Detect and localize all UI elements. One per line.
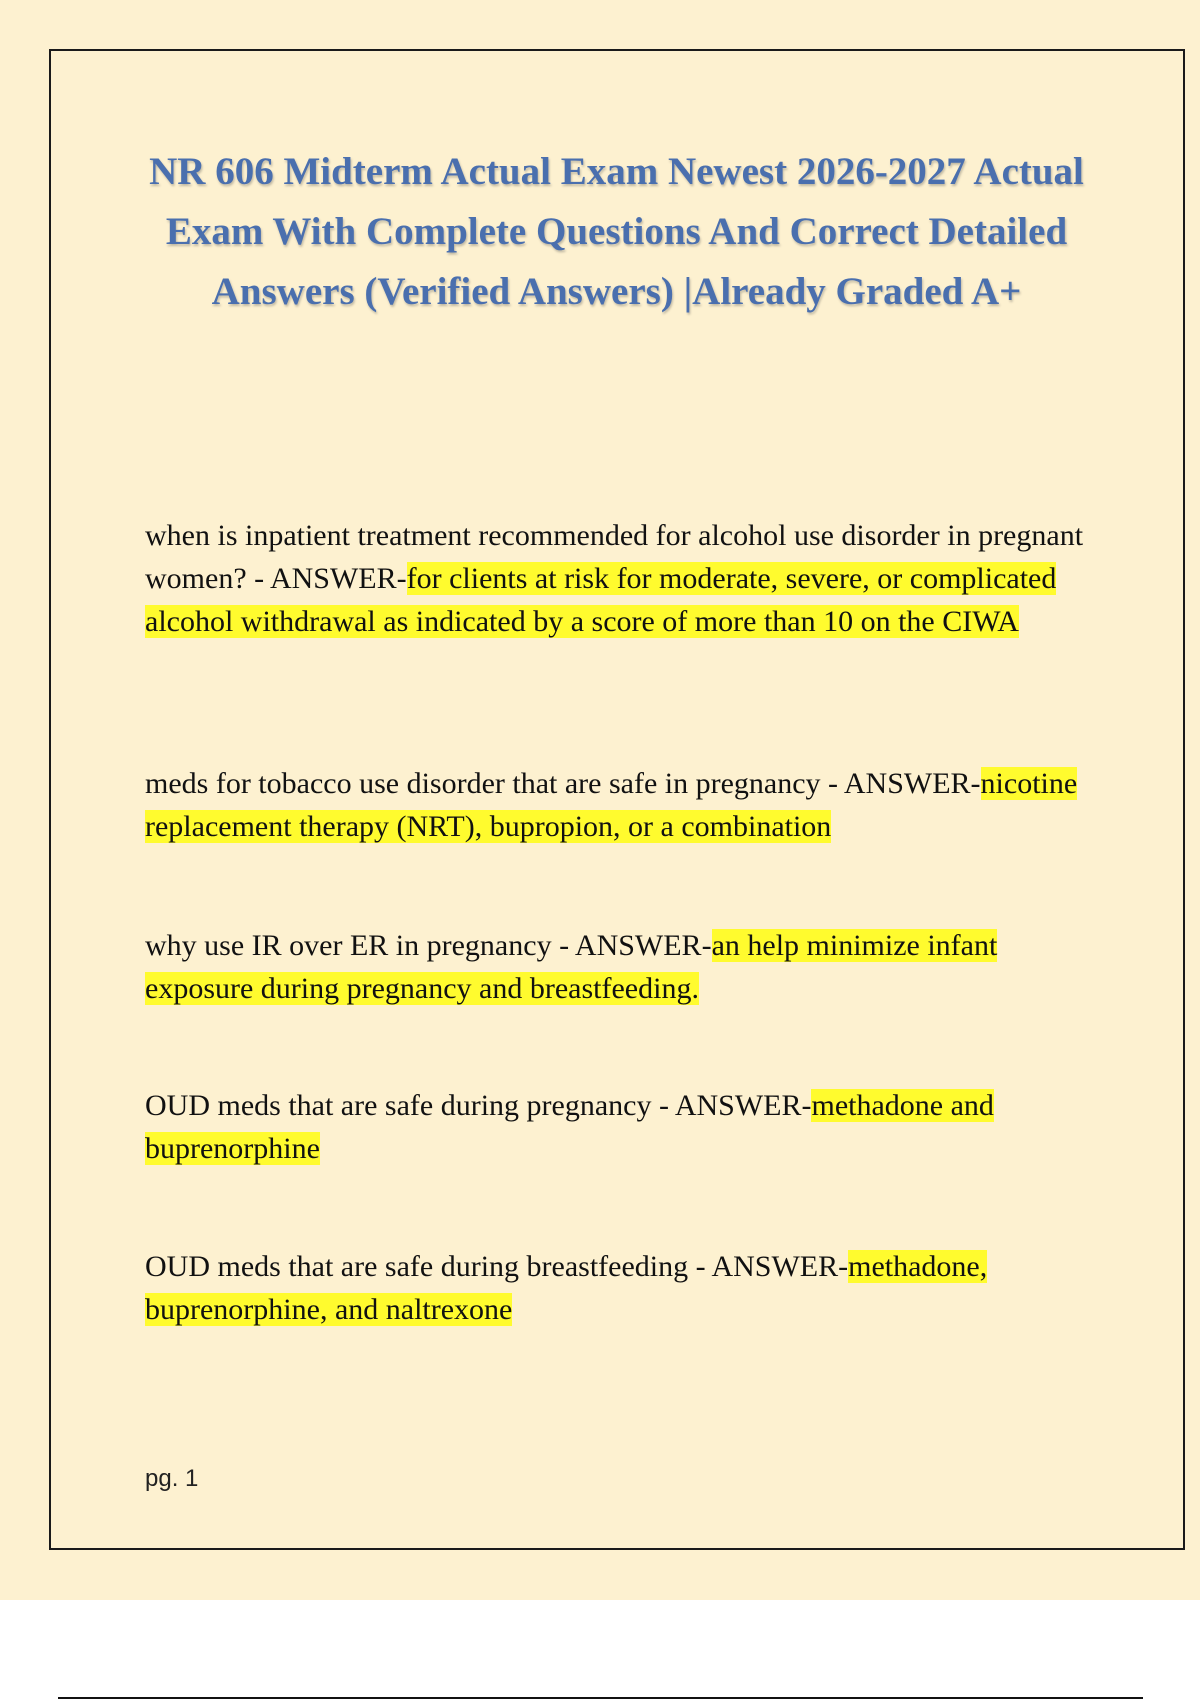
document-title: NR 606 Midterm Actual Exam Newest 2026-2027 Actual Exam With Complete Questions And Correct Detailed Answers (Verified Answers) |Already Graded A+ xyxy=(149,150,1084,313)
qa-item xyxy=(145,514,1105,643)
answer-highlight: methadone and buprenorphine xyxy=(145,1089,994,1165)
answer-highlight: nicotine replacement therapy (NRT), bupropion, or a combination xyxy=(145,767,1078,843)
question-text: OUD meds that are safe during pregnancy - ANSWER- xyxy=(145,1089,812,1122)
question-text: meds for tobacco use disorder that are safe in pregnancy - ANSWER- xyxy=(145,767,981,800)
answer-highlight: an help minimize infant exposure during pregnancy and breastfeeding. xyxy=(145,929,998,1005)
qa-item xyxy=(145,1245,1105,1331)
question-text: when is inpatient treatment recommended for alcohol use disorder in pregnant women? - ANSWER- xyxy=(145,519,1084,595)
answer-highlight: methadone, buprenorphine, and naltrexone xyxy=(145,1250,988,1326)
page-number: pg. 1 xyxy=(145,1465,199,1492)
qa-item xyxy=(145,924,1105,1010)
answer-highlight: for clients at risk for moderate, severe, or complicated alcohol withdrawal as indicated by a score of more than 10 on the CIWA xyxy=(145,562,1057,638)
qa-item xyxy=(145,1084,1105,1170)
question-text: OUD meds that are safe during breastfeeding - ANSWER- xyxy=(145,1250,849,1283)
question-text: why use IR over ER in pregnancy - ANSWER- xyxy=(145,929,712,962)
qa-item xyxy=(145,762,1105,848)
footer-divider xyxy=(58,1697,1143,1699)
